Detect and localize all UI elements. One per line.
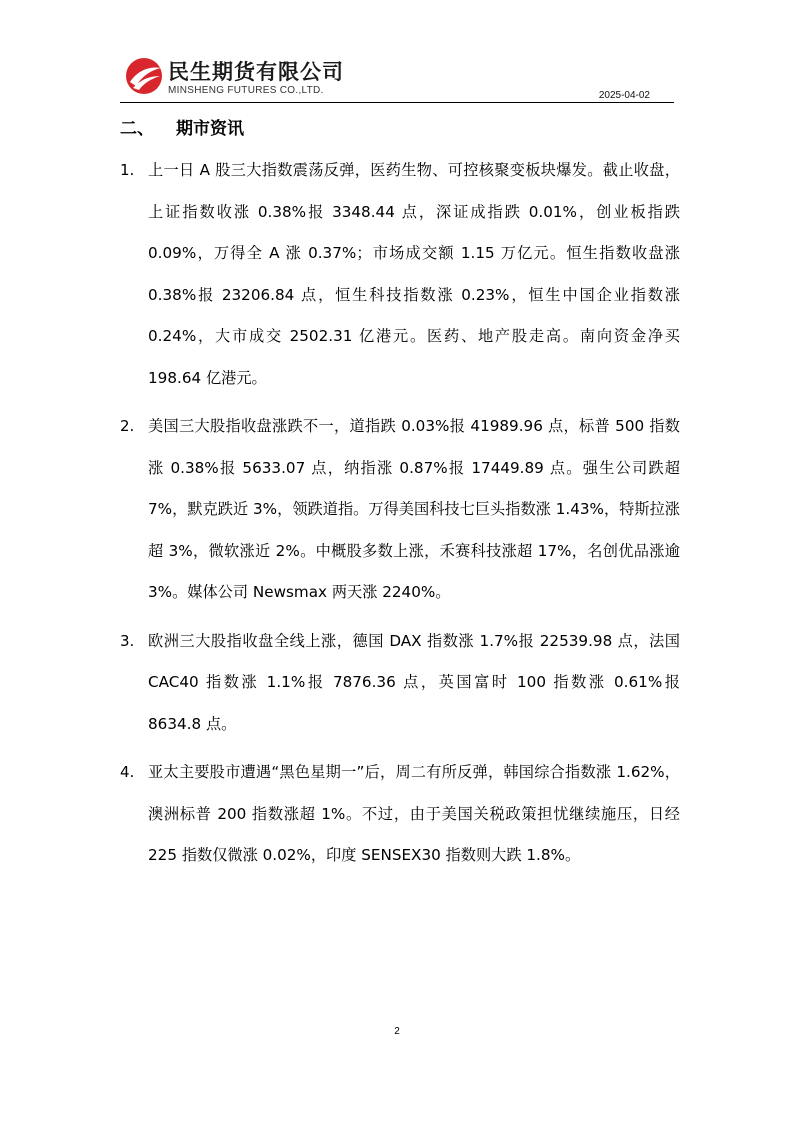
company-name-cn: 民生期货有限公司 <box>168 60 344 84</box>
company-name-en: MINSHENG FUTURES CO.,LTD. <box>168 85 324 96</box>
item-text: 上一日 A 股三大指数震荡反弹，医药生物、可控核聚变板块爆发。截止收盘，上证指数收涨 0.38%报 3348.44 点，深证成指跌 0.01%，创业板指跌 0.09%，万得全 A 涨 0.37%；市场成交额 1.15 万亿元。恒生指数收盘涨 0.38%报 23206.84 点，恒生科技指数涨 0.23%，恒生中国企业指数涨 0.24%，大市成交 2502.31 亿港元。医药、地产股走高。南向资金净买 198.64 亿港元。 <box>148 161 680 387</box>
page-header <box>120 54 674 102</box>
header-rule <box>120 102 674 103</box>
news-item <box>120 621 680 746</box>
minsheng-logo-icon <box>124 56 164 96</box>
item-text: 美国三大股指收盘涨跌不一，道指跌 0.03%报 41989.96 点，标普 500 指数涨 0.38%报 5633.07 点，纳指涨 0.87%报 17449.89 点。强生公司跌超 7%，默克跌近 3%，领跌道指。万得美国科技七巨头指数涨 1.43%，特斯拉涨超 3%，微软涨近 2%。中概股多数上涨，禾赛科技涨超 17%，名创优品涨逾 3%。媒体公司 Newsmax 两天涨 2240%。 <box>148 417 680 601</box>
item-number: 3. <box>120 631 135 650</box>
section-heading <box>120 114 244 139</box>
report-date: 2025-04-02 <box>598 90 650 101</box>
item-number: 4. <box>120 763 135 781</box>
news-list <box>120 150 680 884</box>
item-text: 亚太主要股市遭遇“黑色星期一”后，周二有所反弹，韩国综合指数涨 1.62%，澳洲标普 200 指数涨超 1%。不过，由于美国关税政策担忧继续施压，日经 225 指数仅微涨 0.02%，印度 SENSEX30 指数则大跌 1.8%。 <box>148 763 680 864</box>
section-title: 期市资讯 <box>176 119 244 139</box>
item-number: 1. <box>120 161 135 179</box>
news-item <box>120 150 680 399</box>
page-number: 2 <box>394 1026 400 1037</box>
section-number: 二、 <box>120 119 154 139</box>
item-number: 2. <box>120 417 135 435</box>
item-text: 欧洲三大股指收盘全线上涨，德国 DAX 指数涨 1.7%报 22539.98 点，法国 CAC40 指数涨 1.1%报 7876.36 点，英国富时 100 指数涨 0.61%报 8634.8 点。 <box>148 631 680 733</box>
news-item <box>120 752 680 877</box>
news-item <box>120 406 680 614</box>
